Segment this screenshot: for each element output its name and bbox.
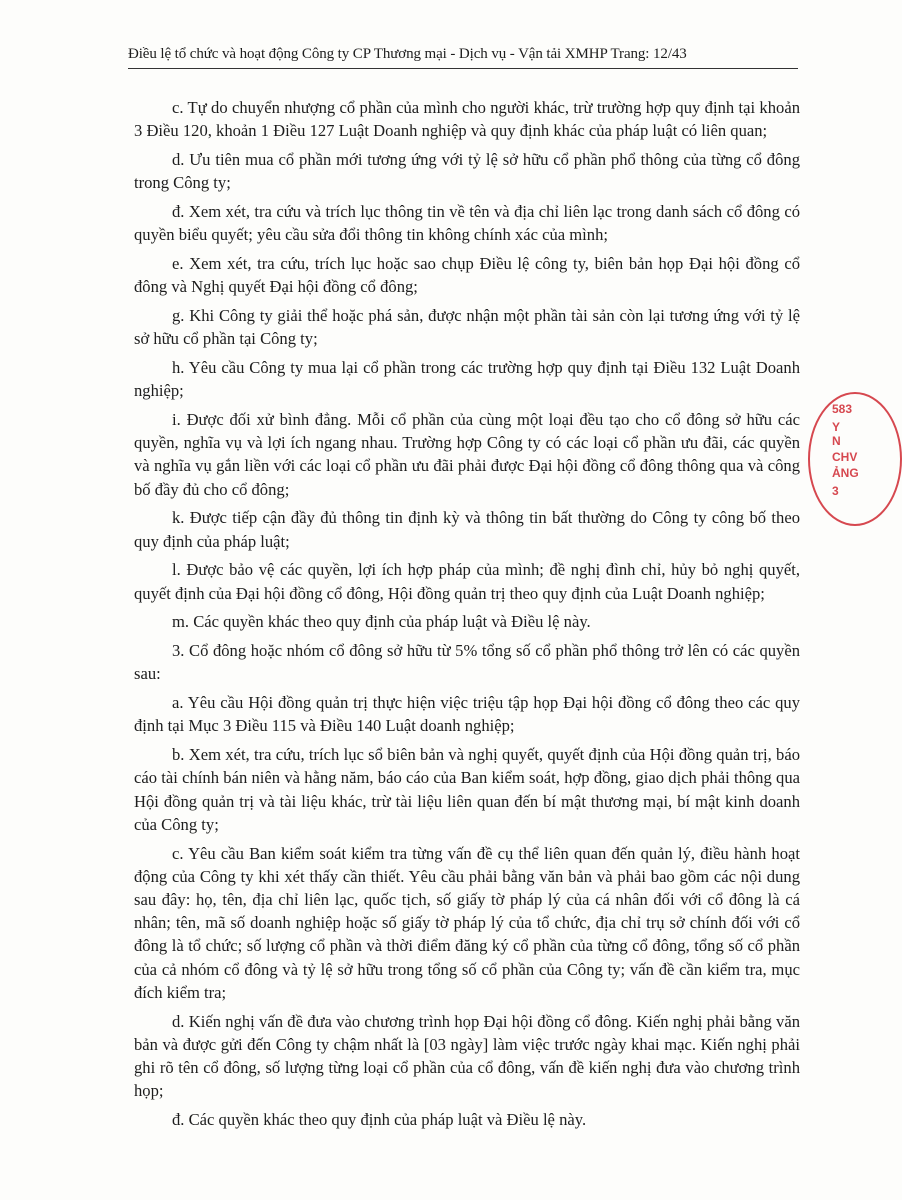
paragraph-3dd: đ. Các quyền khác theo quy định của pháp luật và Điều lệ này.: [172, 1110, 587, 1130]
paragraph-e: e. Xem xét, tra cứu, trích lục hoặc sao chụp Điều lệ công ty, biên bản họp Đại hội đồng cổ đông và Nghị quyết Đại hội đồng cổ đông;: [134, 254, 800, 297]
stamp-text-6: 3: [832, 484, 839, 498]
paragraph-i: i. Được đối xử bình đẳng. Mỗi cổ phần của cùng một loại đều tạo cho cổ đông sở hữu các quyền, nghĩa vụ và lợi ích ngang nhau. Trường hợp Công ty có các loại cổ phần ưu đãi, các quyền và nghĩa vụ gắn liền với các loại cổ phần ưu đãi phải được Đại hội đồng cổ đông thông qua và công bố đầy đủ cho cổ đông;: [134, 410, 800, 499]
paragraph-3c: c. Yêu cầu Ban kiểm soát kiểm tra từng vấn đề cụ thể liên quan đến quản lý, điều hành hoạt động của Công ty khi xét thấy cần thiết. Yêu cầu phải bằng văn bản và phải bao gồm các nội dung sau đây: họ, tên, địa chỉ liên lạc, quốc tịch, số giấy tờ pháp lý của cá nhân đối với cổ đông là cá nhân; tên, mã số doanh nghiệp hoặc số giấy tờ pháp lý của tổ chức, địa chỉ trụ sở chính đối với cổ đông là tổ chức; số lượng cổ phần và thời điểm đăng ký cổ phần của từng cổ đông, tổng số cổ phần của cả nhóm cổ đông và tỷ lệ sở hữu trong tổng số cổ phần của Công ty; vấn đề cần kiểm tra, mục đích kiểm tra;: [134, 843, 800, 1002]
page-header: Điều lệ tổ chức và hoạt động Công ty CP Thương mại - Dịch vụ - Vận tải XMHP Trang: 12/43: [128, 46, 687, 62]
paragraph-3b: b. Xem xét, tra cứu, trích lục sổ biên bản và nghị quyết, quyết định của Hội đồng quản trị, báo cáo tài chính bán niên và hằng năm, báo cáo của Ban kiểm soát, hợp đồng, giao dịch phải thông qua Hội đồng quản trị và tài liệu khác, trừ tài liệu liên quan đến bí mật thương mại, bí mật kinh doanh của Công ty;: [134, 745, 800, 834]
paragraph-3d: d. Kiến nghị vấn đề đưa vào chương trình họp Đại hội đồng cổ đông. Kiến nghị phải bằng văn bản và được gửi đến Công ty chậm nhất là [03 ngày] làm việc trước ngày khai mạc. Kiến nghị phải ghi rõ tên cổ đông, số lượng từng loại cổ phần của cổ đông, vấn đề kiến nghị đưa vào chương trình họp;: [134, 1011, 800, 1101]
stamp-text-5: ẢNG: [832, 466, 859, 480]
paragraph-h: h. Yêu cầu Công ty mua lại cổ phần trong các trường hợp quy định tại Điều 132 Luật Doanh nghiệp;: [134, 358, 800, 401]
stamp-text-3: N: [832, 434, 841, 448]
paragraph-l: l. Được bảo vệ các quyền, lợi ích hợp pháp của mình; đề nghị đình chỉ, hủy bỏ nghị quyết, quyết định của Đại hội đồng cổ đông, Hội đồng quản trị theo quy định của Luật Doanh nghiệp;: [134, 560, 800, 603]
company-seal-stamp: [808, 392, 902, 526]
paragraph-d: d. Ưu tiên mua cổ phần mới tương ứng với tỷ lệ sở hữu cổ phần phổ thông của từng cổ đông trong Công ty;: [134, 150, 800, 193]
paragraph-dd: đ. Xem xét, tra cứu và trích lục thông tin về tên và địa chỉ liên lạc trong danh sách cổ đông có quyền biểu quyết; yêu cầu sửa đổi thông tin không chính xác của mình;: [134, 202, 800, 245]
paragraph-section-3: 3. Cổ đông hoặc nhóm cổ đông sở hữu từ 5% tổng số cổ phần phổ thông trở lên có các quyền sau:: [134, 641, 800, 684]
paragraph-m: m. Các quyền khác theo quy định của pháp luật và Điều lệ này.: [172, 612, 591, 632]
document-body: [134, 96, 800, 1137]
stamp-text-1: 583: [832, 402, 853, 416]
header-divider: [128, 68, 798, 69]
stamp-text-2: Y: [832, 420, 841, 434]
stamp-text-4: CHV: [832, 450, 858, 464]
paragraph-c: c. Tự do chuyển nhượng cổ phần của mình cho người khác, trừ trường hợp quy định tại khoản 3 Điều 120, khoản 1 Điều 127 Luật Doanh nghiệp và quy định khác của pháp luật có liên quan;: [134, 98, 800, 141]
paragraph-g: g. Khi Công ty giải thể hoặc phá sản, được nhận một phần tài sản còn lại tương ứng với tỷ lệ sở hữu cổ phần tại Công ty;: [134, 306, 800, 349]
paragraph-k: k. Được tiếp cận đầy đủ thông tin định kỳ và thông tin bất thường do Công ty công bố theo quy định của pháp luật;: [134, 508, 800, 551]
paragraph-3a: a. Yêu cầu Hội đồng quản trị thực hiện việc triệu tập họp Đại hội đồng cổ đông theo các quy định tại Mục 3 Điều 115 và Điều 140 Luật doanh nghiệp;: [134, 693, 800, 736]
